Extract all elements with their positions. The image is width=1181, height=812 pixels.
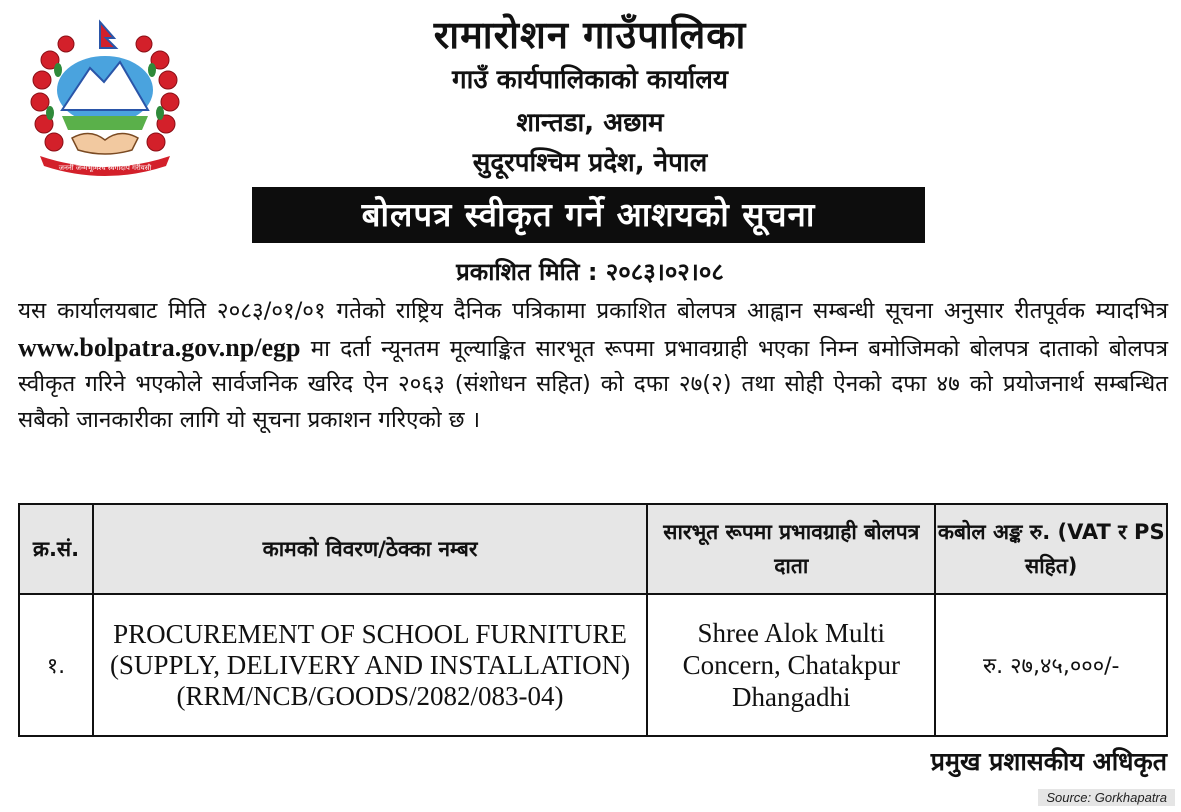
row-amount: रु. २७,४५,०००/-	[935, 594, 1167, 736]
emblem-motto: जननी जन्मभूमिश्च स्वर्गादपि गरीयसी	[58, 164, 152, 172]
table-row	[19, 594, 1167, 736]
row-sn: १.	[19, 594, 93, 736]
nepal-flag-icon	[100, 22, 116, 48]
bolpatra-link[interactable]: www.bolpatra.gov.np/egp	[18, 332, 301, 362]
notice-body-text-2: मा दर्ता न्यूनतम मूल्याङ्कित सारभूत रूपमा प्रभावग्राही भएका निम्न बमोजिमको बोलपत्र दाताको बोलपत्र स्वीकृत गरिने भएकोले सार्वजनिक खरिद ऐन २०६३ (संशोधन सहित) को दफा २७(२) तथा सोही ऐनको दफा ४७ को प्रयोजनार्थ सम्बन्धित सबैको जानकारीका लागि यो सूचना प्रकाशन गरिएको छ ।	[18, 335, 1168, 433]
nepal-emblem-graphic	[20, 18, 190, 178]
province-country: सुदूरपश्चिम प्रदेश, नेपाल	[472, 148, 708, 178]
published-date: प्रकाशित मिति : २०८३।०२।०८	[456, 258, 724, 286]
header-amount: कबोल अङ्क रु. (VAT र PS सहित)	[935, 504, 1167, 594]
header-bidder: सारभूत रूपमा प्रभावग्राही बोलपत्र दाता	[647, 504, 935, 594]
org-name: रामारोशन गाउँपालिका	[433, 13, 747, 57]
table-header-row	[19, 504, 1167, 594]
office-name: गाउँ कार्यपालिकाको कार्यालय	[452, 65, 728, 95]
notice-title: बोलपत्र स्वीकृत गर्ने आशयको सूचना	[252, 187, 925, 243]
header-sn: क्र.सं.	[19, 504, 93, 594]
row-bidder: Shree Alok Multi Concern, Chatakpur Dhangadhi	[647, 594, 935, 736]
office-location: शान्तडा, अछाम	[516, 108, 664, 138]
award-table	[18, 503, 1168, 737]
handshake-icon	[72, 133, 138, 154]
header-work: कामको विवरण/ठेक्का नम्बर	[93, 504, 647, 594]
row-work: PROCUREMENT OF SCHOOL FURNITURE (SUPPLY, DELIVERY AND INSTALLATION) (RRM/NCB/GOODS/2082/083-04)	[93, 594, 647, 736]
nepal-emblem-icon	[20, 18, 190, 178]
source-credit: Source: Gorkhapatra	[1038, 789, 1175, 806]
signoff: प्रमुख प्रशासकीय अधिकृत	[930, 747, 1167, 776]
notice-body-text-1: यस कार्यालयबाट मिति २०८३/०१/०१ गतेको राष्ट्रिय दैनिक पत्रिकामा प्रकाशित बोलपत्र आह्वान सम्बन्धी सूचना अनुसार रीतपूर्वक म्यादभित्र	[18, 298, 1168, 324]
notice-body	[18, 294, 1168, 438]
